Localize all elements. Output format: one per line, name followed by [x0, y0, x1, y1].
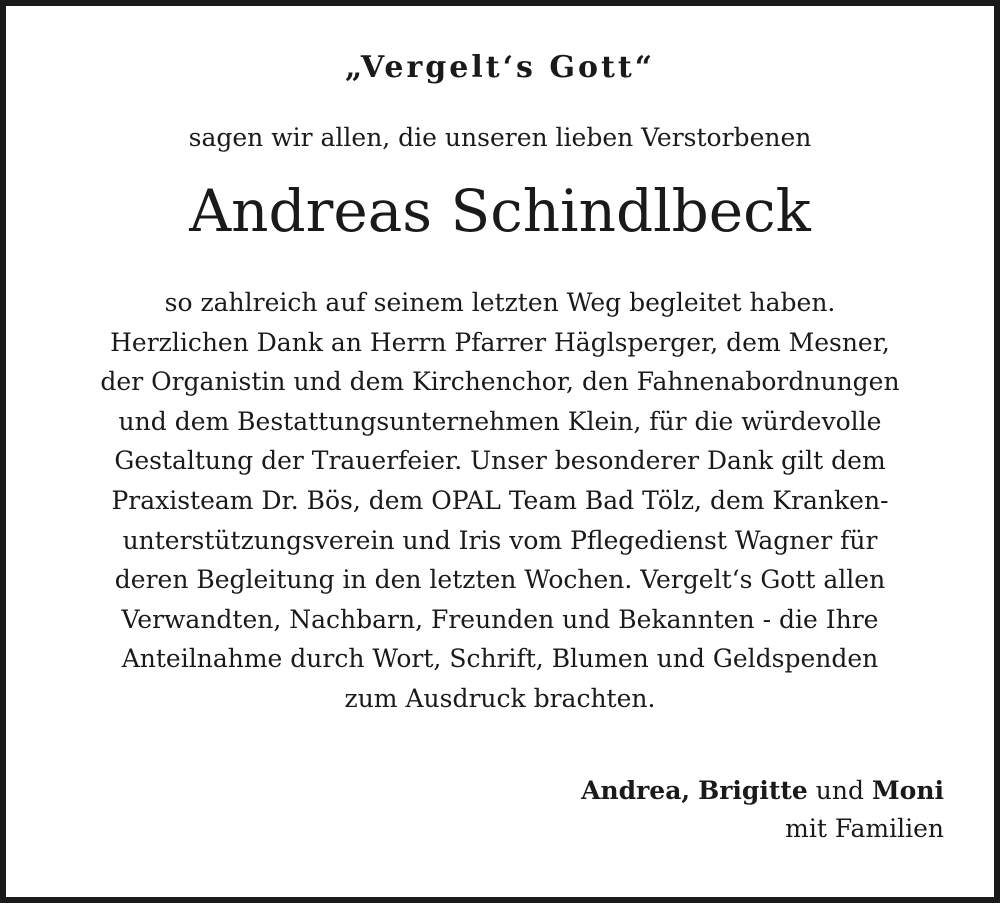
deceased-name: Andreas Schindlbeck: [189, 177, 811, 245]
body-line: und dem Bestattungsunternehmen Klein, für die würdevolle: [118, 406, 882, 436]
body-line: Anteilnahme durch Wort, Schrift, Blumen und Geldspenden: [121, 644, 879, 674]
signature-family: mit Familien: [785, 814, 944, 843]
signer-name: Moni: [871, 776, 944, 805]
body-line: unterstützungsverein und Iris vom Pflegedienst Wagner für: [122, 525, 878, 555]
notice-intro: sagen wir allen, die unseren lieben Verstorbenen: [188, 123, 812, 152]
body-line: Praxisteam Dr. Bös, dem OPAL Team Bad Tölz, dem Kranken-: [111, 485, 889, 515]
signer-name: Andrea,: [581, 776, 691, 805]
body-line: Herzlichen Dank an Herrn Pfarrer Häglsperger, dem Mesner,: [110, 327, 890, 357]
signature-names: [581, 772, 944, 810]
body-line: der Organistin und dem Kirchenchor, den Fahnenabordnungen: [100, 367, 900, 397]
signature-connector: und: [815, 776, 865, 805]
body-line: Gestaltung der Trauerfeier. Unser besonderer Dank gilt dem: [114, 446, 886, 476]
signer-name: Brigitte: [698, 776, 808, 805]
notice-heading: „Vergelt‘s Gott“: [345, 50, 655, 85]
body-line: deren Begleitung in den letzten Wochen. Vergelt‘s Gott allen: [114, 565, 886, 595]
notice-body: [0, 283, 1000, 719]
body-line: zum Ausdruck brachten.: [344, 683, 656, 713]
body-line: Verwandten, Nachbarn, Freunden und Bekannten - die Ihre: [121, 604, 879, 634]
signature-block: [581, 772, 944, 848]
body-line: so zahlreich auf seinem letzten Weg begleitet haben.: [164, 288, 836, 317]
